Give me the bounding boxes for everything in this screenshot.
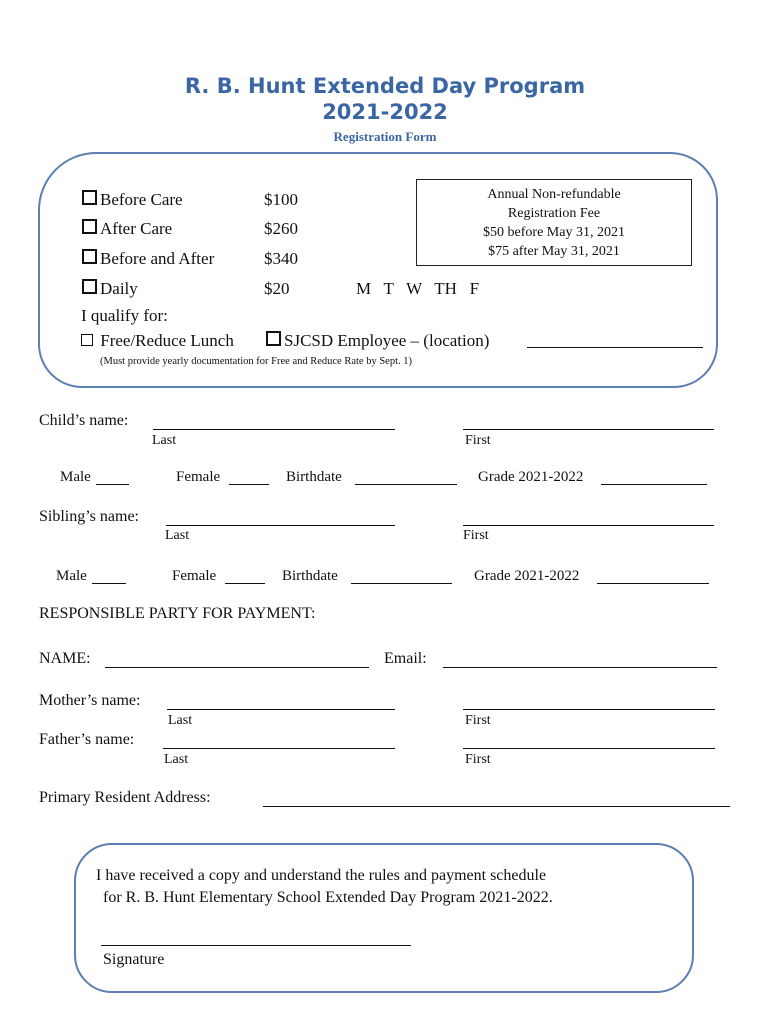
child-male-label: Male: [60, 469, 91, 485]
option-after-care[interactable]: After Care: [82, 219, 172, 239]
address-label: Primary Resident Address:: [39, 789, 211, 806]
fee-line: Annual Non-refundable: [487, 187, 621, 202]
father-first-name-field[interactable]: [463, 748, 715, 749]
last-caption: Last: [164, 752, 189, 767]
sibling-first-name-field[interactable]: [463, 525, 714, 526]
first-caption: First: [463, 528, 489, 543]
mother-last-name-field[interactable]: [167, 709, 395, 710]
sibling-name-label: Sibling’s name:: [39, 508, 139, 525]
price-before-care: $100: [264, 190, 298, 209]
child-male-field[interactable]: [96, 484, 129, 485]
price-after-care: $260: [264, 219, 298, 238]
checkbox-icon[interactable]: [82, 279, 97, 294]
last-caption: Last: [165, 528, 190, 543]
child-name-label: Child’s name:: [39, 412, 129, 429]
fee-line: $50 before May 31, 2021: [483, 225, 625, 240]
mother-first-name-field[interactable]: [463, 709, 715, 710]
payment-email-label: Email:: [384, 650, 427, 667]
option-sjcsd-employee[interactable]: SJCSD Employee – (location): [266, 331, 489, 351]
mother-name-label: Mother’s name:: [39, 692, 141, 709]
option-before-care[interactable]: Before Care: [82, 190, 183, 210]
documentation-note: (Must provide yearly documentation for Free and Reduce Rate by Sept. 1): [100, 356, 412, 367]
price-before-and-after: $340: [264, 249, 298, 268]
checkbox-icon[interactable]: [81, 334, 93, 346]
checkbox-icon[interactable]: [82, 219, 97, 234]
first-caption: First: [465, 433, 491, 448]
acknowledgement-box: [74, 843, 694, 993]
registration-fee-box: [416, 179, 692, 266]
last-caption: Last: [152, 433, 177, 448]
child-first-name-field[interactable]: [463, 429, 714, 430]
price-daily: $20: [264, 279, 290, 298]
address-field[interactable]: [263, 806, 730, 807]
form-subtitle: Registration Form: [333, 129, 437, 144]
first-caption: First: [465, 752, 491, 767]
signature-label: Signature: [103, 951, 165, 968]
child-birthdate-field[interactable]: [355, 484, 457, 485]
father-last-name-field[interactable]: [163, 748, 395, 749]
child-female-field[interactable]: [229, 484, 269, 485]
child-last-name-field[interactable]: [153, 429, 395, 430]
sibling-female-label: Female: [172, 568, 217, 584]
sibling-grade-label: Grade 2021-2022: [474, 568, 580, 584]
sibling-male-field[interactable]: [92, 583, 126, 584]
option-daily[interactable]: Daily: [82, 279, 138, 299]
child-female-label: Female: [176, 469, 221, 485]
page-title: R. B. Hunt Extended Day Program: [184, 74, 586, 98]
sibling-female-field[interactable]: [225, 583, 265, 584]
location-field[interactable]: [527, 347, 703, 348]
payment-heading: RESPONSIBLE PARTY FOR PAYMENT:: [39, 605, 316, 622]
sibling-grade-field[interactable]: [597, 583, 709, 584]
checkbox-icon[interactable]: [82, 190, 97, 205]
payment-name-label: NAME:: [39, 650, 91, 667]
checkbox-icon[interactable]: [266, 331, 281, 346]
sibling-birthdate-label: Birthdate: [282, 568, 338, 584]
sibling-birthdate-field[interactable]: [351, 583, 452, 584]
last-caption: Last: [168, 713, 193, 728]
sibling-male-label: Male: [56, 568, 87, 584]
acknowledgement-line2: for R. B. Hunt Elementary School Extended Day Program 2021-2022.: [103, 889, 553, 906]
fee-line: Registration Fee: [507, 206, 601, 221]
acknowledgement-line1: I have received a copy and understand the rules and payment schedule: [96, 867, 547, 884]
fee-line: $75 after May 31, 2021: [488, 244, 620, 259]
program-year: 2021-2022: [322, 100, 448, 124]
days-of-week: M T W TH F: [356, 279, 480, 298]
sibling-last-name-field[interactable]: [166, 525, 395, 526]
signature-field[interactable]: [101, 945, 411, 946]
father-name-label: Father’s name:: [39, 731, 135, 748]
payment-email-field[interactable]: [443, 667, 717, 668]
child-grade-field[interactable]: [601, 484, 707, 485]
child-grade-label: Grade 2021-2022: [478, 469, 584, 485]
qualify-label: I qualify for:: [81, 306, 168, 325]
payment-name-field[interactable]: [105, 667, 369, 668]
option-free-reduce-lunch[interactable]: Free/Reduce Lunch: [81, 331, 234, 351]
first-caption: First: [465, 713, 491, 728]
child-birthdate-label: Birthdate: [286, 469, 342, 485]
option-before-and-after[interactable]: Before and After: [82, 249, 214, 269]
checkbox-icon[interactable]: [82, 249, 97, 264]
